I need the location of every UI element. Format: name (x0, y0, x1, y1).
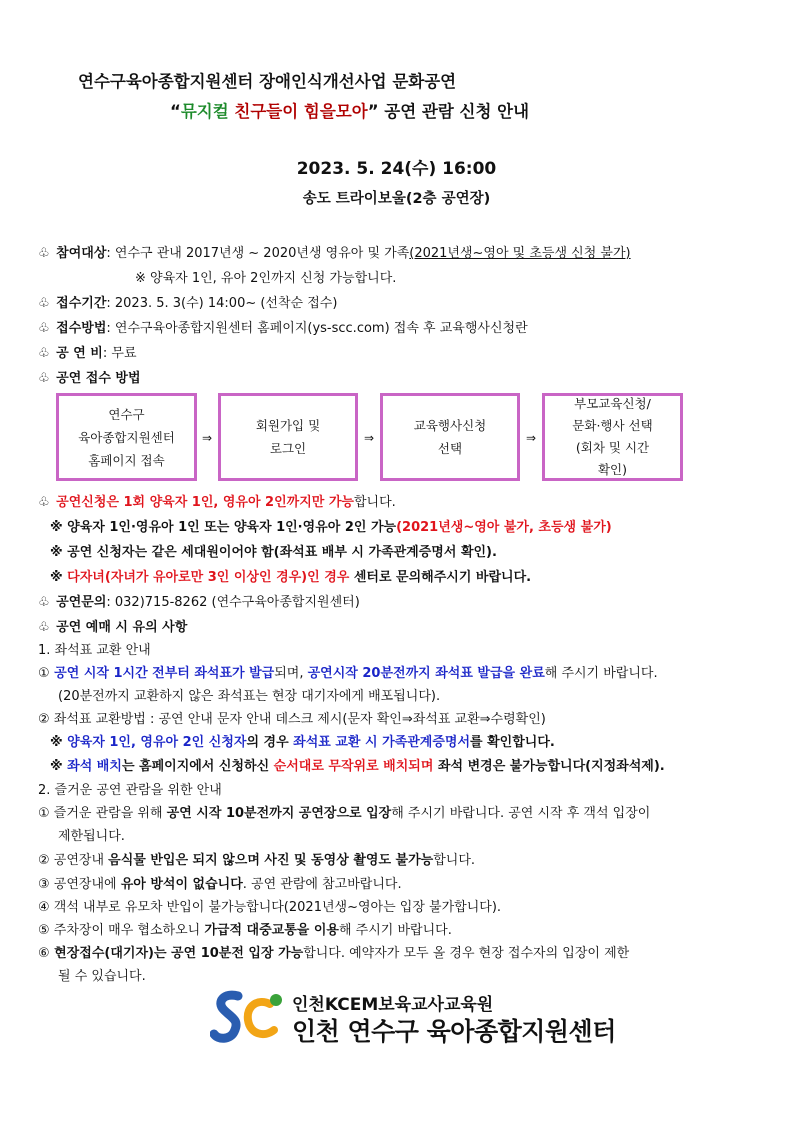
target-paren: (2021년생~영아 및 초등생 신청 불가) (409, 246, 631, 261)
arrow-icon: ⇒ (202, 431, 213, 445)
s1-note2 (50, 758, 665, 776)
note2-line (50, 544, 497, 562)
fee-label: 공 연 비 (56, 346, 103, 361)
limit-red: 공연신청은 1회 양육자 1인, 영유아 2인까지만 가능 (56, 495, 354, 510)
s2-item5 (38, 922, 452, 940)
s2-item6-line2: 될 수 있습니다. (58, 969, 146, 984)
s1-note1 (50, 734, 555, 752)
steps-heading (38, 370, 141, 388)
item-num: ③ (38, 877, 50, 892)
s1-item1-blue1: 공연 시작 1시간 전부터 좌석표가 발급 (49, 666, 275, 681)
s2-item6-c: 합니다. 예약자가 모두 올 경우 현장 접수자의 입장이 제한 (303, 946, 630, 961)
step-1-line: 연수구 (108, 406, 145, 422)
s2-item3 (38, 876, 402, 894)
title-suffix: 공연 관람 신청 안내 (378, 102, 530, 121)
logo-line1: 인천KCEM보육교사교육원 (292, 995, 494, 1015)
contact-line (38, 594, 360, 612)
club-icon: ♧ (38, 296, 50, 311)
step-1-line: 육아종합지원센터 (78, 429, 175, 445)
quote-close: ” (367, 102, 379, 121)
step-2-line: 회원가입 및 (255, 418, 321, 433)
contact-label: 공연문의 (56, 595, 107, 610)
contact-text: : 032)715-8262 (연수구육아종합지원센터) (106, 595, 360, 610)
center-logo (210, 988, 616, 1048)
s2-item2-b: 음식물 반입은 되지 않으며 사진 및 동영상 촬영도 불가능 (108, 853, 434, 868)
quote-open: “ (170, 102, 181, 121)
item-num: ② (38, 853, 50, 868)
s1-note1-blue: 양육자 1인, 영유아 2인 신청자 (62, 735, 247, 750)
step-box-4 (542, 393, 683, 481)
item-num: ⑤ (38, 923, 50, 938)
s2-item4-text: 객석 내부로 유모차 반입이 불가능합니다(2021년생~영아는 입장 불가합니다). (49, 900, 502, 915)
page-title (170, 103, 529, 121)
target-note: ※ 양육자 1인, 유아 2인까지 신청 가능합니다. (135, 271, 397, 286)
limit-tail: 합니다. (353, 495, 396, 510)
caution-label: 공연 예매 시 유의 사항 (56, 620, 188, 635)
s1-item1-blue2: 공연시작 20분전까지 좌석표 발급을 완료 (307, 666, 545, 681)
item-num: ① (38, 806, 50, 821)
note3-red: 다자녀(자녀가 유아로만 3인 이상인 경우)인 경우 (62, 570, 350, 585)
period-label: 접수기간 (56, 296, 107, 311)
section1-title: 1. 좌석표 교환 안내 (38, 643, 151, 658)
note3-line (50, 569, 531, 587)
s2-item4 (38, 899, 501, 917)
s2-item2 (38, 852, 475, 870)
item-num: ① (38, 666, 50, 681)
club-icon: ♧ (38, 595, 50, 610)
caution-heading (38, 619, 187, 637)
s2-item6-b: 현장접수(대기자)는 공연 10분전 입장 가능 (49, 946, 304, 961)
fee-text: : 무료 (102, 346, 137, 361)
s2-item5-c: 해 주시기 바랍니다. (338, 923, 452, 938)
note-mark: ※ (50, 545, 63, 560)
s1-note2-mid: 는 홈페이지에서 신청하신 (121, 759, 274, 774)
s2-item1-b: 공연 시작 10분전까지 공연장으로 입장 (166, 806, 392, 821)
arrow-icon: ⇒ (364, 431, 375, 445)
s2-item3-c: . 공연 관람에 참고바랍니다. (242, 877, 402, 892)
item-num: ⑥ (38, 946, 50, 961)
note1-text: 양육자 1인·영유아 1인 또는 양육자 1인·영유아 2인 가능 (62, 520, 397, 535)
s1-note2-blue: 좌석 배치 (62, 759, 122, 774)
note2-text: 공연 신청자는 같은 세대원이어야 함(좌석표 배부 시 가족관계증명서 확인). (62, 545, 497, 560)
s1-note1-tail: 를 확인합니다. (470, 735, 555, 750)
method-line (38, 320, 528, 338)
period-line (38, 295, 337, 313)
step-box-3 (380, 393, 520, 481)
club-icon: ♧ (38, 620, 50, 635)
club-icon: ♧ (38, 371, 50, 386)
step-4-line: (회차 및 시간 (575, 440, 650, 455)
step-4-line: 문화·행사 선택 (572, 418, 653, 433)
s2-item3-b: 유아 방석이 없습니다 (120, 877, 243, 892)
arrow-icon: ⇒ (526, 431, 537, 445)
note1-line (50, 519, 612, 537)
s1-item1 (38, 665, 658, 683)
s2-item2-c: 합니다. (433, 853, 476, 868)
s1-item2 (38, 711, 546, 729)
s2-item1-a: 즐거운 관람을 위해 (49, 806, 167, 821)
step-box-2 (218, 393, 358, 481)
s1-note1-blue2: 좌석표 교환 시 가족관계증명서 (293, 735, 471, 750)
step-4-line: 부모교육신청/ (574, 396, 651, 411)
s2-item1-line2: 제한됩니다. (58, 829, 125, 844)
target-text: : 연수구 관내 2017년생 ~ 2020년생 영유아 및 가족 (106, 246, 410, 261)
note-mark: ※ (50, 759, 63, 774)
s2-item3-a: 공연장내에 (49, 877, 121, 892)
s2-item2-a: 공연장내 (49, 853, 109, 868)
fee-line (38, 345, 137, 363)
club-icon: ♧ (38, 246, 50, 261)
step-3-line: 선택 (437, 441, 463, 456)
target-label: 참여대상 (56, 246, 107, 261)
note-mark: ※ (50, 520, 63, 535)
step-3-line: 교육행사신청 (413, 418, 487, 433)
step-box-1 (56, 393, 197, 481)
note1-red: (2021년생~영아 불가, 초등생 불가) (396, 520, 612, 535)
s2-item1 (38, 805, 650, 823)
event-datetime: 2023. 5. 24(수) 16:00 (296, 159, 497, 179)
s1-note2-tail: 좌석 변경은 불가능합니다(지정좌석제). (433, 759, 665, 774)
limit-line (38, 494, 396, 512)
header-line1: 연수구육아종합지원센터 장애인식개선사업 문화공연 (78, 72, 457, 91)
s2-item1-c: 해 주시기 바랍니다. 공연 시작 후 객석 입장이 (391, 806, 651, 821)
section2-title: 2. 즐거운 공연 관람을 위한 안내 (38, 783, 222, 798)
musical-part2: 친구들이 힘을모아 (234, 102, 368, 121)
s1-item2-text: 좌석표 교환방법 : 공연 안내 문자 안내 데스크 제시(문자 확인⇒좌석표 교환⇒수령확인) (49, 712, 546, 727)
s1-note2-red: 순서대로 무작위로 배치되며 (273, 759, 434, 774)
note3-tail: 센터로 문의해주시기 바랍니다. (349, 570, 532, 585)
s2-item5-a: 주차장이 매우 협소하오니 (49, 923, 205, 938)
s1-item1-line2: (20분전까지 교환하지 않은 좌석표는 현장 대기자에게 배포됩니다). (58, 689, 441, 704)
club-icon: ♧ (38, 321, 50, 336)
club-icon: ♧ (38, 495, 50, 510)
logo-line2: 인천 연수구 육아종합지원센터 (292, 1017, 616, 1046)
club-icon: ♧ (38, 346, 50, 361)
s1-note1-mid: 의 경우 (246, 735, 294, 750)
target-line (38, 245, 631, 263)
s2-item6 (38, 945, 629, 963)
logo-mark-icon (210, 988, 290, 1046)
method-label: 접수방법 (56, 321, 107, 336)
note-mark: ※ (50, 735, 63, 750)
s2-item5-b: 가급적 대중교통을 이용 (204, 923, 339, 938)
item-num: ② (38, 712, 50, 727)
s1-item1-tail: 해 주시기 바랍니다. (544, 666, 658, 681)
s1-item1-mid: 되며, (274, 666, 308, 681)
step-1-line: 홈페이지 접속 (88, 452, 165, 468)
note-mark: ※ (50, 570, 63, 585)
method-text: : 연수구육아종합지원센터 홈페이지(ys-scc.com) 접속 후 교육행사신청란 (106, 321, 528, 336)
musical-part1: 뮤지컬 (180, 102, 235, 121)
step-4-line: 확인) (597, 462, 628, 477)
steps-label: 공연 접수 방법 (56, 371, 141, 386)
event-venue: 송도 트라이보울(2층 공연장) (302, 191, 491, 207)
step-2-line: 로그인 (269, 441, 307, 456)
item-num: ④ (38, 900, 50, 915)
period-text: : 2023. 5. 3(수) 14:00~ (선착순 접수) (106, 296, 338, 311)
